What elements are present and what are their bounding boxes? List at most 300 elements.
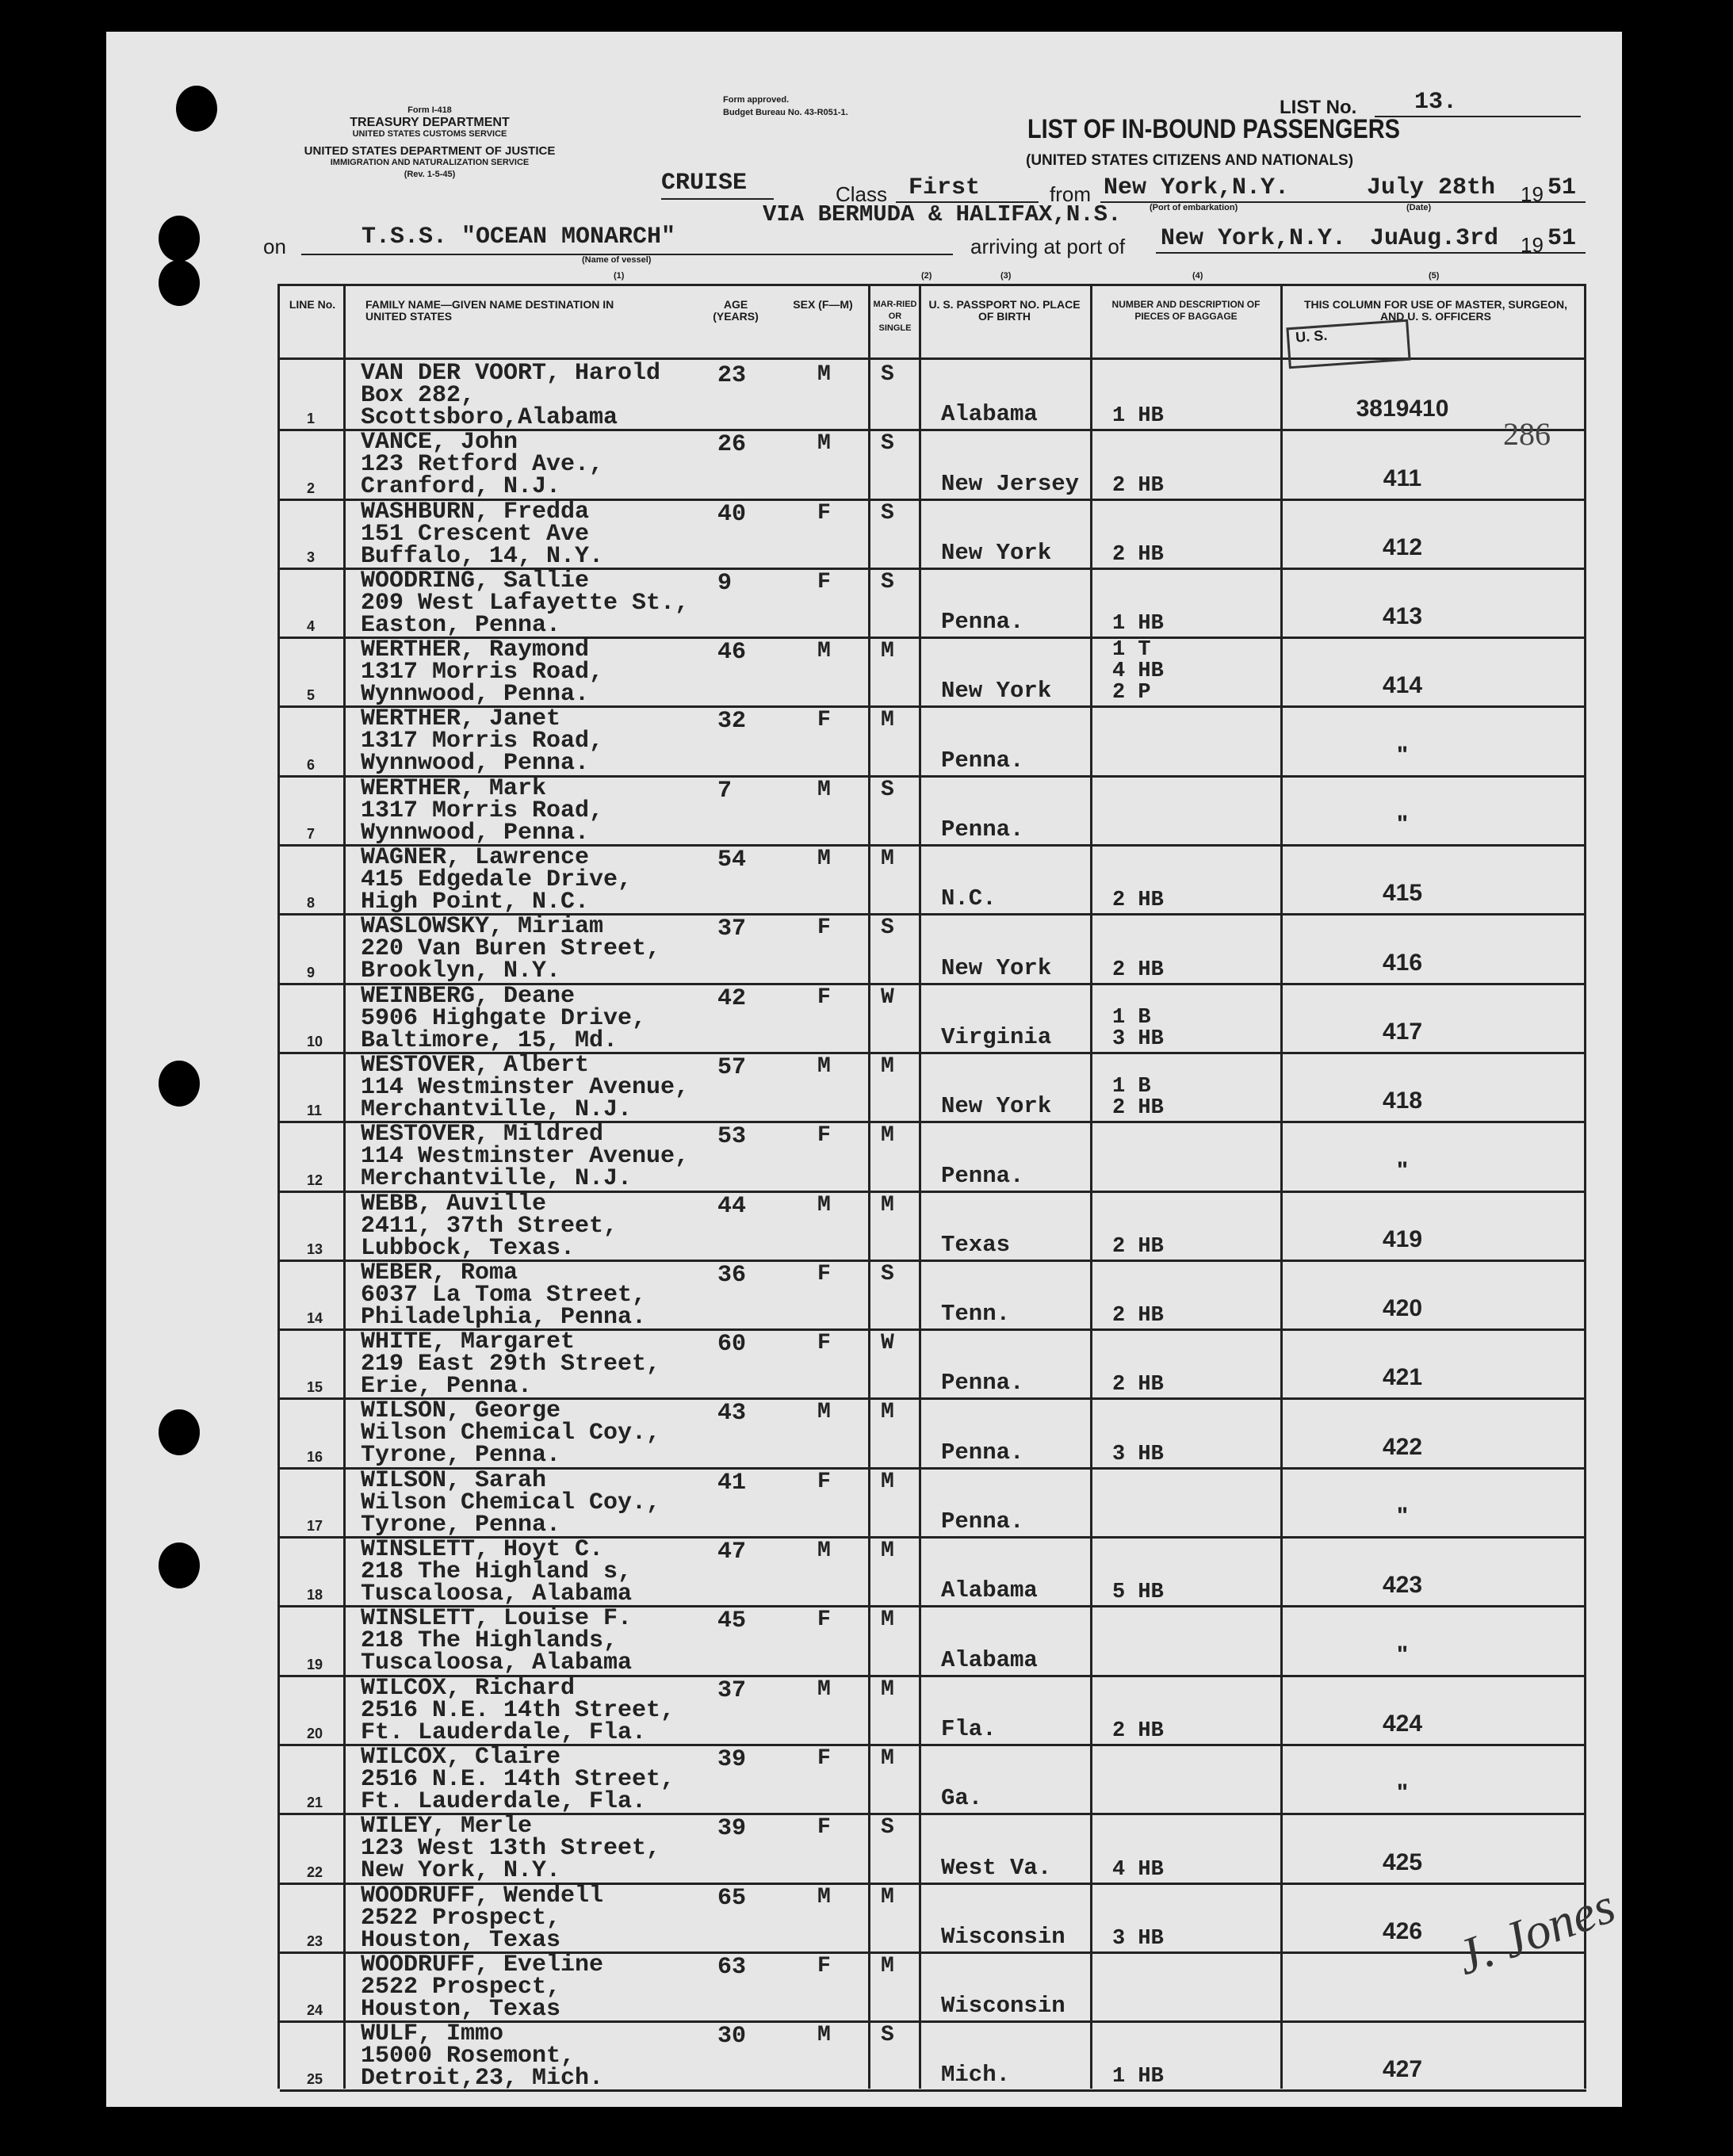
sex: M [817,362,831,387]
age: 57 [717,1053,747,1081]
officer-number: " [1396,1156,1409,1183]
place-of-birth: Alabama [941,401,1038,428]
baggage: 4 HB [1112,1857,1164,1882]
sex: F [817,500,831,526]
address-line: Ft. Lauderdale, Fla. [361,1787,647,1815]
officer-number: 413 [1382,603,1423,630]
col-header-line: LINE No. [289,298,336,311]
rule [1375,116,1581,117]
passenger-name-address [361,982,647,1054]
table-row [280,431,1586,500]
marital-status: M [881,1745,894,1771]
passenger-name: WOODRUFF, Eveline [361,1951,604,1978]
marital-status: M [881,639,894,664]
passenger-name: WILEY, Merle [361,1813,533,1841]
col-header-age: AGE (YEARS) [713,298,759,323]
address-line: Easton, Penna. [361,611,561,639]
sex: M [817,847,831,872]
line-number: 16 [307,1448,323,1465]
age: 54 [717,847,747,874]
line-number: 13 [307,1240,323,1257]
sex: M [817,431,831,457]
marital-status: M [881,708,894,733]
passenger-name: WESTOVER, Mildred [361,1121,604,1149]
col-header-name: FAMILY NAME—GIVEN NAME DESTINATION IN UNITED STATES [365,298,614,323]
officer-number: 415 [1382,880,1423,907]
address-line: Erie, Penna. [361,1373,533,1401]
address-line: Merchantville, N.J. [361,1165,633,1193]
passenger-name: WAGNER, Lawrence [361,844,590,872]
table-row [280,982,1586,1054]
marital-status: M [881,1192,894,1218]
place-of-birth: New York [941,539,1052,566]
marital-status: M [881,1400,894,1425]
place-of-birth: New York [941,1093,1052,1120]
punch-hole [159,1542,200,1588]
officer-number: 3819410 [1356,396,1449,422]
sex: M [817,1884,831,1909]
marital-status: S [881,569,894,594]
handwritten-number: 286 [1503,416,1551,452]
table-row [280,774,1586,847]
address-line: 415 Edgedale Drive, [361,866,633,894]
place-of-birth: Ga. [941,1785,983,1812]
passenger-name: WOODRING, Sallie [361,567,590,594]
sex: F [817,1607,831,1633]
age: 45 [717,1607,747,1635]
arrival-year-prefix: 19 [1521,233,1544,257]
line-number: 25 [307,2071,323,2088]
marital-status: M [881,1469,894,1494]
table-row [280,1607,1586,1676]
vessel-caption: (Name of vessel) [582,255,652,265]
sex: F [817,569,831,594]
passenger-rows [280,362,1586,2092]
address-line: Philadelphia, Penna. [361,1303,647,1331]
address-line: Houston, Texas [361,1995,561,2023]
passenger-name: WEBB, Auville [361,1190,547,1218]
address-line: Wynnwood, Penna. [361,819,590,847]
passenger-name: WESTOVER, Albert [361,1051,590,1079]
col-header-married: MAR-RIED OR SINGLE [873,300,917,333]
age: 37 [717,916,747,943]
sex: M [817,2023,831,2048]
passenger-name: WHITE, Margaret [361,1328,576,1356]
baggage: 2 HB [1112,1304,1164,1328]
baggage: 1 HB [1112,2065,1164,2089]
passenger-name-address [361,498,604,570]
baggage: 5 HB [1112,1581,1164,1605]
officer-number: 414 [1382,672,1423,699]
marital-status: M [881,1053,894,1079]
sex: F [817,708,831,733]
address-line: 151 Crescent Ave [361,520,590,548]
sex: M [817,1053,831,1079]
address-line: 220 Van Buren Street, [361,935,661,963]
officer-number: " [1396,811,1409,838]
marital-status: S [881,500,894,526]
passenger-name: WASHBURN, Fredda [361,498,590,526]
passenger-name-address [361,1813,661,1885]
baggage: 2 HB [1112,958,1164,982]
age: 47 [717,1539,747,1566]
punch-hole [159,216,200,262]
place-of-birth: Penna. [941,609,1024,636]
table-row [280,1536,1586,1608]
place-of-birth: New York [941,954,1052,981]
officer-number: 422 [1382,1433,1423,1460]
age: 39 [717,1815,747,1843]
baggage: 2 HB [1112,542,1164,567]
passenger-name-address [361,1605,633,1677]
place-of-birth: N.C. [941,885,997,912]
address-line: 123 West 13th Street, [361,1835,661,1863]
officer-number: 418 [1382,1088,1423,1114]
rule [661,198,774,200]
document-page [106,32,1622,2107]
table-row [280,1259,1586,1331]
baggage: 1 B 2 HB [1112,1075,1164,1121]
marital-status: S [881,1261,894,1286]
address-line: 15000 Rosemont, [361,2043,576,2070]
address-line: 2516 N.E. 14th Street, [361,1765,675,1793]
address-line: 1317 Morris Road, [361,659,604,686]
column-number: (5) [1429,271,1440,281]
place-of-birth: Mich. [941,2062,1011,2089]
officer-number: 411 [1383,464,1422,491]
table-row [280,1743,1586,1815]
address-line: New York, N.Y. [361,1857,561,1885]
line-number: 12 [307,1172,323,1188]
passenger-name: WINSLETT, Hoyt C. [361,1536,604,1564]
marital-status: M [881,1884,894,1909]
age: 65 [717,1884,747,1912]
passenger-name: WEINBERG, Deane [361,982,576,1010]
arrival-date: JuAug.3rd [1370,225,1499,252]
baggage: 1 HB [1112,404,1164,429]
place-of-birth: New Jersey [941,470,1080,497]
passenger-name-address [361,1121,690,1193]
passenger-name: VANCE, John [361,429,518,457]
age: 40 [717,500,747,528]
passenger-name-address [361,913,661,985]
dept-ins: IMMIGRATION AND NATURALIZATION SERVICE [330,158,530,167]
age: 7 [717,777,733,805]
dept-treasury: TREASURY DEPARTMENT [350,116,510,129]
punch-hole [159,1409,200,1455]
sex: M [817,1676,831,1702]
form-revision: (Rev. 1-5-45) [404,170,456,179]
address-line: 6037 La Toma Street, [361,1281,647,1309]
line-number: 11 [307,1103,323,1119]
table-row [280,636,1586,709]
baggage: 1 HB [1112,612,1164,636]
sex: F [817,1953,831,1978]
place-of-birth: Penna. [941,1508,1024,1535]
address-line: Merchantville, N.J. [361,1095,633,1123]
from-label: from [1050,182,1091,206]
place-of-birth: Virginia [941,1023,1052,1050]
age: 9 [717,569,733,597]
col-header-passport: U. S. PASSPORT NO. PLACE OF BIRTH [928,298,1081,323]
date-caption: (Date) [1406,203,1432,212]
line-number: 1 [307,411,316,427]
table-row [280,1674,1586,1746]
sex: F [817,1815,831,1841]
marital-status: M [881,847,894,872]
list-no-value: 13. [1414,89,1458,116]
age: 63 [717,1953,747,1981]
address-line: Baltimore, 15, Md. [361,1026,618,1054]
place-of-birth: Wisconsin [941,1923,1065,1950]
dept-customs: UNITED STATES CUSTOMS SERVICE [352,129,507,139]
marital-status: S [881,2023,894,2048]
line-number: 6 [307,756,316,773]
passenger-name-address [361,705,604,778]
col-header-officers: THIS COLUMN FOR USE OF MASTER, SURGEON, AND U. S. OFFICERS [1303,298,1568,323]
sex: M [817,1192,831,1218]
form-approved: Form approved. [723,95,790,105]
sex: F [817,1261,831,1286]
address-line: 2522 Prospect, [361,1973,561,2001]
officer-number: 417 [1382,1018,1423,1045]
passenger-name: WINSLETT, Louise F. [361,1605,633,1633]
address-line: Brooklyn, N.Y. [361,958,561,985]
address-line: Wynnwood, Penna. [361,681,590,709]
col-header-sex: SEX (F—M) [793,298,853,311]
rule [1156,252,1586,254]
table-row [280,362,1586,431]
passenger-name-address [361,362,660,429]
column-number: (1) [614,271,625,281]
passenger-name: WASLOWSKY, Miriam [361,913,604,941]
address-line: 1317 Morris Road, [361,728,604,755]
vessel-name: T.S.S. "OCEAN MONARCH" [362,224,676,250]
age: 30 [717,2023,747,2051]
table-row [280,1051,1586,1123]
line-number: 7 [307,826,316,843]
column-number: (3) [1000,271,1012,281]
passenger-name-address [361,567,690,639]
marital-status: S [881,777,894,802]
age: 42 [717,984,747,1012]
line-number: 2 [307,480,316,496]
officer-number: 423 [1382,1572,1423,1599]
table-row [280,1815,1586,1884]
marital-status: M [881,1539,894,1564]
officer-number: 424 [1382,1710,1423,1737]
place-of-birth: Wisconsin [941,1993,1065,2020]
address-line: 2516 N.E. 14th Street, [361,1696,675,1724]
table-row [280,498,1586,570]
address-line: Wynnwood, Penna. [361,750,590,778]
line-number: 10 [307,1033,323,1049]
form-number: Form I-418 [407,105,452,115]
line-number: 23 [307,1932,323,1949]
marital-status: S [881,1815,894,1841]
passenger-name-address [361,1882,604,1954]
marital-status: M [881,1607,894,1633]
line-number: 4 [307,618,316,635]
col-header-baggage: NUMBER AND DESCRIPTION OF PIECES OF BAGGAGE [1111,299,1261,322]
address-line: 5906 Highgate Drive, [361,1004,647,1032]
officer-number: " [1396,1503,1409,1530]
line-number: 24 [307,2002,323,2019]
line-number: 21 [307,1795,323,1811]
address-line: 123 Retford Ave., [361,451,604,479]
arrival-year: 51 [1547,225,1577,252]
table-row [280,1466,1586,1539]
baggage: 3 HB [1112,1442,1164,1466]
marital-status: M [881,1676,894,1702]
passenger-name-address [361,1536,633,1608]
place-of-birth: Tenn. [941,1301,1011,1328]
address-line: 219 East 29th Street, [361,1351,661,1378]
place-of-birth: Alabama [941,1577,1038,1604]
age: 44 [717,1192,747,1220]
place-of-birth: Alabama [941,1646,1038,1673]
address-line: Lubbock, Texas. [361,1234,576,1262]
cruise-label: CRUISE [661,170,748,197]
place-of-birth: New York [941,678,1052,705]
sex: F [817,984,831,1010]
passenger-table [277,284,1586,2093]
place-of-birth: Penna. [941,1162,1024,1189]
table-row [280,2020,1586,2093]
line-number: 5 [307,687,316,704]
passenger-name: WILCOX, Richard [361,1674,576,1702]
column-number: (2) [921,271,932,281]
form-header-agency [263,105,596,181]
place-of-birth: Penna. [941,816,1024,843]
address-line: 209 West Lafayette St., [361,589,690,617]
table-row [280,913,1586,985]
on-label: on [263,235,286,258]
marital-status: M [881,1953,894,1978]
arrival-port: New York,N.Y. [1161,225,1347,252]
officer-number: 416 [1382,949,1423,976]
passenger-name-address [361,1951,604,2023]
age: 53 [717,1123,747,1151]
address-line: 2522 Prospect, [361,1904,561,1932]
officer-number: 425 [1382,1848,1423,1875]
passenger-name: VAN DER VOORT, Harold [361,360,661,387]
sex: F [817,1331,831,1356]
passenger-name-address [361,1674,675,1746]
table-row [280,1123,1586,1192]
line-number: 19 [307,1656,323,1672]
address-line: Buffalo, 14, N.Y. [361,542,604,570]
year-value: 51 [1547,174,1577,201]
sex: F [817,1123,831,1149]
passenger-name-address [361,1051,690,1123]
passenger-name-address [361,844,633,916]
baggage: 2 HB [1112,1234,1164,1259]
age: 60 [717,1331,747,1359]
dept-justice: UNITED STATES DEPARTMENT OF JUSTICE [304,144,556,158]
passenger-name: WERTHER, Raymond [361,636,590,664]
address-line: Tuscaloosa, Alabama [361,1649,633,1677]
place-of-birth: Penna. [941,1439,1024,1466]
officer-number: 427 [1382,2056,1423,2083]
address-line: Box 282, [361,382,476,409]
column-number: (4) [1192,271,1203,281]
form-subtitle: (UNITED STATES CITIZENS AND NATIONALS) [1026,152,1354,169]
departure-date: July 28th [1367,174,1496,201]
marital-status: S [881,916,894,941]
line-number: 9 [307,964,316,981]
form-title: LIST OF IN-BOUND PASSENGERS [1027,114,1400,144]
address-line: 114 Westminster Avenue, [361,1073,690,1101]
passenger-name-address [361,429,604,501]
age: 32 [717,708,747,736]
passenger-name: WERTHER, Janet [361,705,561,733]
address-line: 114 Westminster Avenue, [361,1143,690,1171]
officer-number: " [1396,1641,1409,1668]
age: 37 [717,1676,747,1704]
passenger-name-address [361,2020,604,2093]
class-value: First [909,174,981,201]
age: 36 [717,1261,747,1289]
baggage: 2 HB [1112,1718,1164,1743]
class-label: Class [836,182,888,206]
baggage: 2 HB [1112,473,1164,498]
line-number: 14 [307,1310,323,1327]
marital-status: S [881,362,894,387]
table-row [280,1190,1586,1262]
officer-number: 419 [1382,1225,1423,1252]
baggage: 2 HB [1112,889,1164,913]
baggage: 1 B 3 HB [1112,1005,1164,1051]
address-line: Wilson Chemical Coy., [361,1420,661,1447]
passenger-name: WULF, Immo [361,2020,504,2048]
baggage: 3 HB [1112,1926,1164,1951]
age: 43 [717,1400,747,1428]
marital-status: S [881,431,894,457]
list-no-label: LIST No. [1280,97,1357,118]
address-line: Tyrone, Penna. [361,1511,561,1539]
line-number: 22 [307,1864,323,1880]
us-stamp: U. S. [1286,319,1410,369]
line-number: 15 [307,1379,323,1396]
table-row [280,1951,1586,2023]
table-row [280,705,1586,778]
age: 26 [717,431,747,459]
line-number: 18 [307,1587,323,1604]
address-line: Detroit,23, Mich. [361,2065,604,2093]
age: 41 [717,1469,747,1497]
passenger-name-address [361,1743,675,1815]
line-number: 17 [307,1518,323,1535]
age: 39 [717,1745,747,1773]
sex: M [817,1539,831,1564]
passenger-name: WERTHER, Mark [361,774,547,802]
passenger-name-address [361,636,604,709]
marital-status: W [881,1331,894,1356]
from-port: New York,N.Y. [1104,174,1290,201]
sex: M [817,1400,831,1425]
via-route: VIA BERMUDA & HALIFAX,N.S. [763,201,1122,227]
address-line: Tyrone, Penna. [361,1442,561,1470]
officer-number: " [1396,741,1409,768]
passenger-name-address [361,774,604,847]
passenger-name-address [361,1466,661,1539]
place-of-birth: Penna. [941,1370,1024,1397]
place-of-birth: Fla. [941,1715,997,1742]
passenger-name: WILSON, Sarah [361,1466,547,1494]
address-line: Ft. Lauderdale, Fla. [361,1718,647,1746]
officer-number: 426 [1382,1917,1423,1944]
